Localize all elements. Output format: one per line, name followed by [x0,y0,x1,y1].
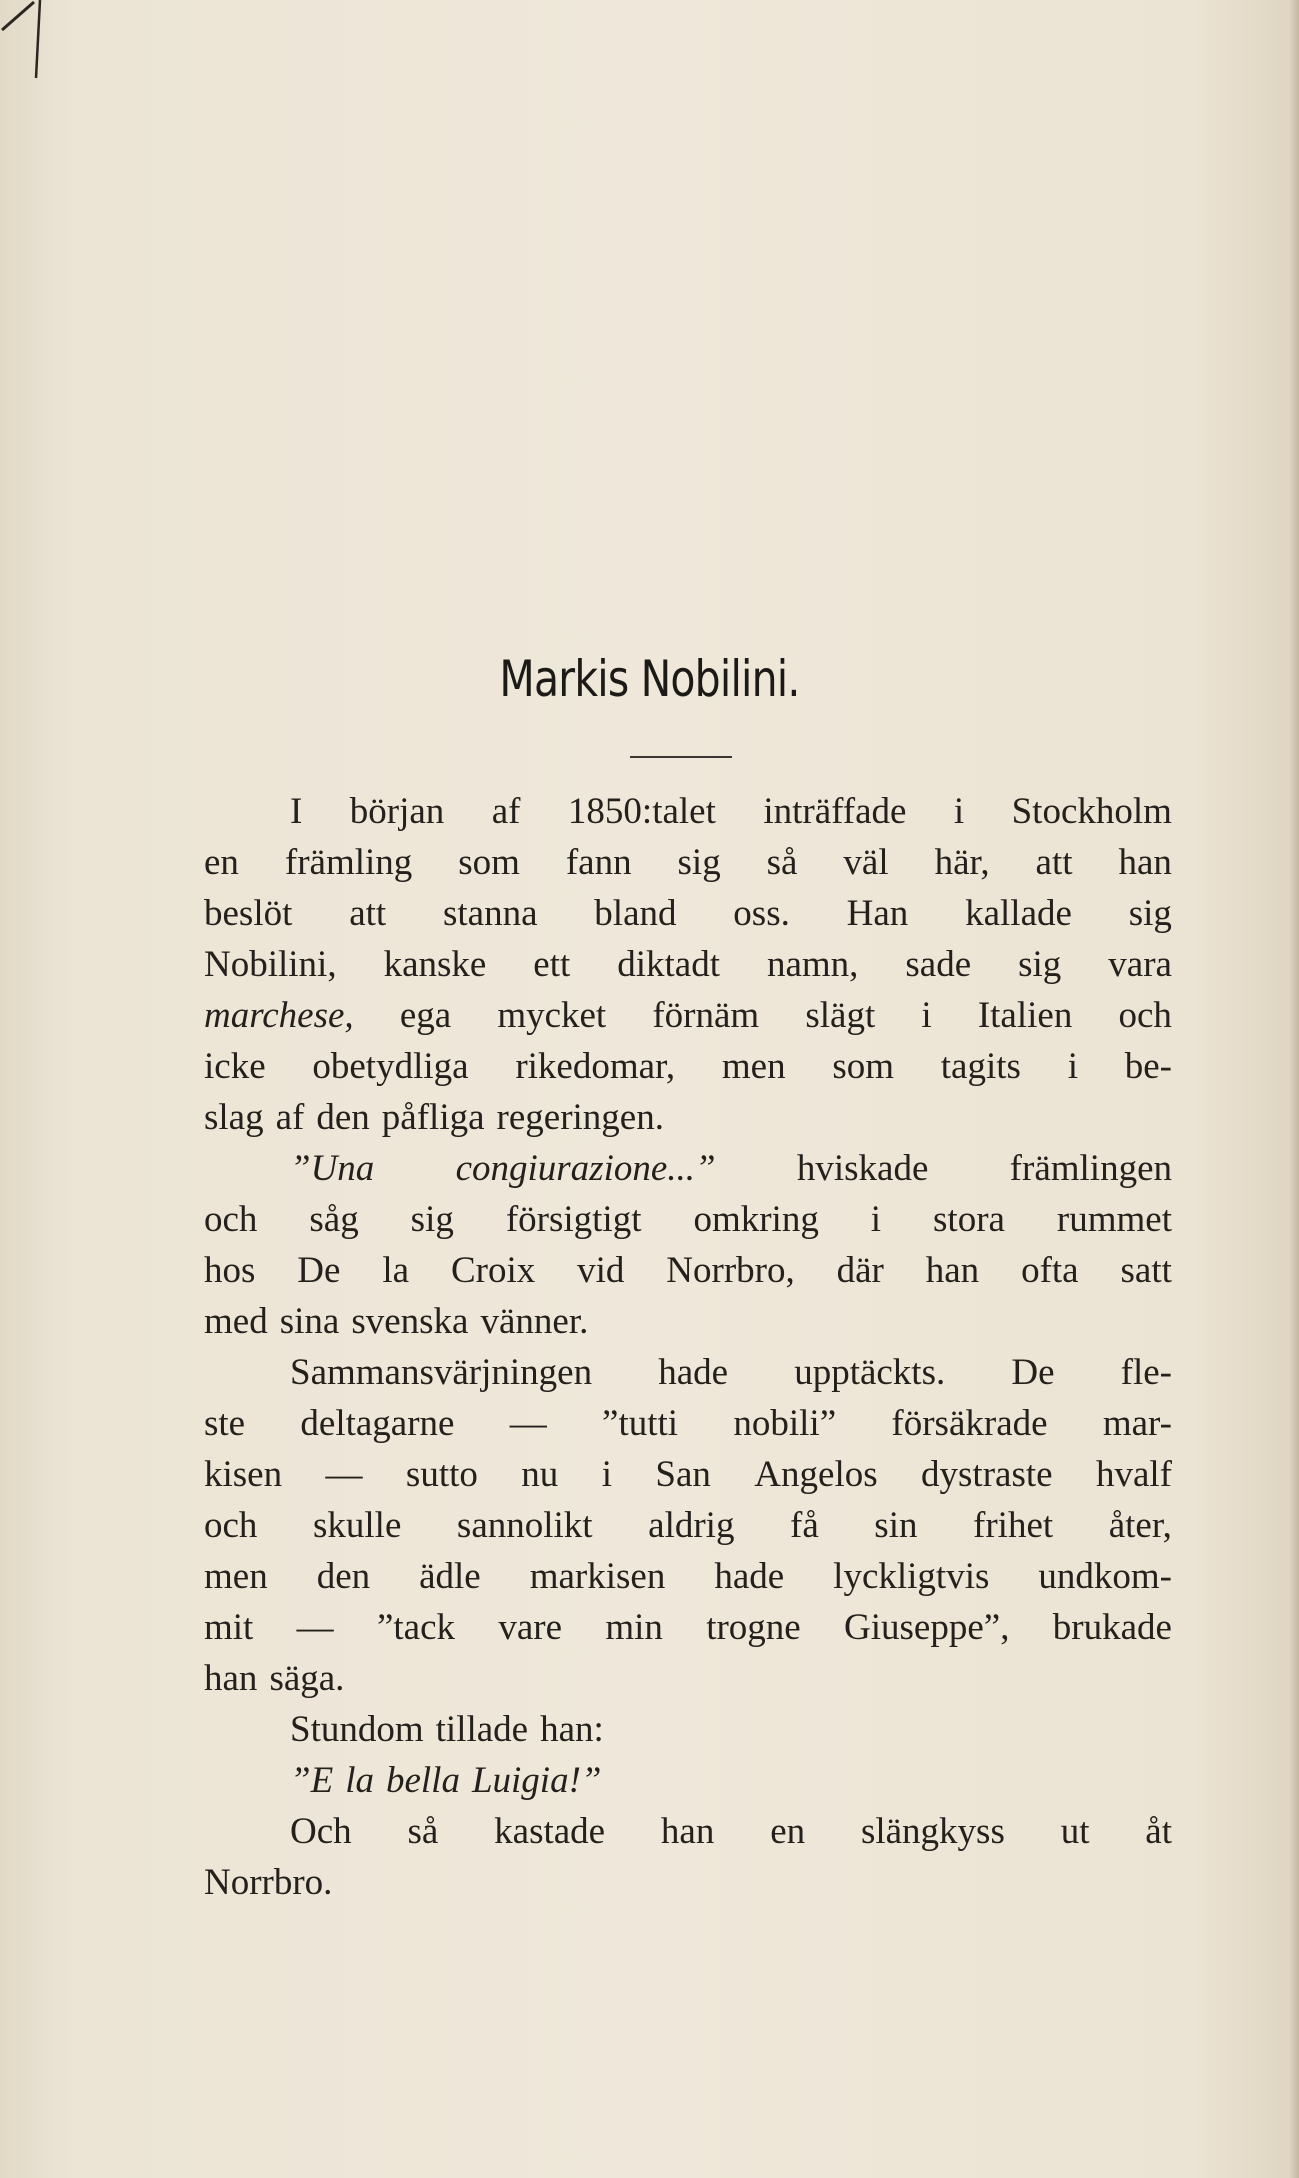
word: här, [934,842,990,883]
word: som [458,842,520,883]
text-line [204,1602,1172,1653]
word: sig [1128,893,1172,934]
word: hade [714,1556,785,1597]
word: sina [279,1301,340,1342]
text-line [204,1653,1172,1704]
word: af [275,1097,305,1138]
text-line [204,939,1172,990]
word: Och [290,1811,352,1852]
word: han [204,1658,258,1699]
word: säga. [269,1658,345,1699]
corner-pencil-mark [0,0,60,80]
word: mycket [497,995,607,1036]
word: sig [677,842,721,883]
text-line [204,1398,1172,1449]
word: be- [1124,1046,1172,1087]
word: främlingen [1009,1148,1172,1189]
word: Stockholm [1011,791,1172,832]
word: vänner. [480,1301,589,1342]
text-line [204,1092,1172,1143]
word: beslöt [204,893,293,934]
word: Nobilini, [204,944,337,985]
text-line [204,1347,1172,1398]
word: sin [874,1505,918,1546]
word: vare [498,1607,562,1648]
word: slägt [805,995,876,1036]
word: försäkrade [891,1403,1048,1444]
word: — [509,1403,547,1444]
word: namn, [766,944,859,985]
text-line [204,1041,1172,1092]
word: slängkyss [860,1811,1005,1852]
word: han [660,1811,715,1852]
word: omkring [693,1199,819,1240]
word: fle- [1120,1352,1172,1393]
word: vara [1108,944,1172,985]
word: men [721,1046,786,1087]
word: trogne [706,1607,801,1648]
word: ”E [290,1760,334,1801]
word: la [345,1760,374,1801]
page-edge-shadow [1289,0,1299,2178]
word: stora [933,1199,1005,1240]
text-line [204,1755,1172,1806]
word: ofta [1021,1250,1079,1291]
word: stanna [442,893,538,934]
text-line [204,1296,1172,1347]
word: — [325,1454,363,1495]
word: en [770,1811,806,1852]
word: sig [410,1199,454,1240]
word: nu [521,1454,559,1495]
word: dystraste [921,1454,1053,1495]
word: undkom- [1038,1556,1172,1597]
word: att [349,893,387,934]
text-line [204,1194,1172,1245]
text-line [204,1857,1172,1908]
word: mit [204,1607,254,1648]
word: Giuseppe”, [844,1607,1010,1648]
word: congiurazione...” [455,1148,716,1189]
word: den [316,1556,371,1597]
word: ”tutti [602,1403,679,1444]
word: deltagarne [300,1403,455,1444]
word: upptäckts. [794,1352,946,1393]
word: ega [399,995,452,1036]
word: obetydliga [312,1046,469,1087]
word: så [407,1811,439,1852]
word: Han [846,893,909,934]
word: förnäm [652,995,760,1036]
word: hos [204,1250,256,1291]
word: sannolikt [456,1505,593,1546]
text-line [204,786,1172,837]
text-line [204,837,1172,888]
word: bella [385,1760,460,1801]
word: min [605,1607,663,1648]
word: regeringen. [496,1097,664,1138]
word: I [290,791,303,832]
word: en [204,842,239,883]
word: försigtigt [505,1199,642,1240]
word: tagits [940,1046,1021,1087]
word: ädle [419,1556,481,1597]
word: Norrbro, [666,1250,795,1291]
word: och [204,1199,258,1240]
word: påfliga [381,1097,485,1138]
word: början [349,791,445,832]
word: och [204,1505,258,1546]
word: han [925,1250,980,1291]
word: kallade [965,893,1072,934]
word: ste [204,1403,246,1444]
text-line [204,888,1172,939]
word: Sammansvärjningen [290,1352,593,1393]
word: sade [905,944,972,985]
text-line [204,1245,1172,1296]
word: Italien [977,995,1073,1036]
text-line [204,1704,1172,1755]
word: De [297,1250,341,1291]
word: skulle [312,1505,402,1546]
text-line [204,990,1172,1041]
word: Croix [450,1250,536,1291]
word: hviskade [796,1148,929,1189]
word: — [296,1607,334,1648]
word: där [836,1250,884,1291]
word: med [204,1301,268,1342]
word: 1850:talet [567,791,716,832]
chapter-title: Markis Nobilini. [499,650,800,708]
word: så [766,842,798,883]
text-line [204,1143,1172,1194]
word: icke [204,1046,266,1087]
word: slag [204,1097,264,1138]
word: som [832,1046,895,1087]
word: i [921,995,932,1036]
word: åter, [1108,1505,1172,1546]
word: tillade [435,1709,529,1750]
word: mar- [1102,1403,1172,1444]
word: Luigia!” [471,1760,602,1801]
word: ett [533,944,571,985]
word: sig [1018,944,1062,985]
word: diktadt [617,944,720,985]
word: och [1118,995,1172,1036]
title-divider [630,756,732,758]
word: kisen [204,1454,283,1495]
word: Stundom [290,1709,424,1750]
word: väl [843,842,889,883]
word: satt [1120,1250,1172,1291]
word: i [1067,1046,1078,1087]
word: den [316,1097,370,1138]
text-line [204,1449,1172,1500]
word: brukade [1052,1607,1172,1648]
word: De [1011,1352,1055,1393]
word: ut [1060,1811,1090,1852]
word: främling [284,842,413,883]
word: åt [1145,1811,1172,1852]
word: aldrig [648,1505,735,1546]
word: inträffade [763,791,907,832]
word: att [1035,842,1073,883]
text-line [204,1500,1172,1551]
word: fann [565,842,632,883]
word: af [491,791,521,832]
word: markisen [529,1556,666,1597]
word: hade [658,1352,729,1393]
word: kastade [494,1811,606,1852]
word: frihet [973,1505,1054,1546]
word: ”tack [376,1607,456,1648]
word: i [601,1454,612,1495]
word: ”Una [290,1148,375,1189]
word: San [655,1454,711,1495]
word: hvalf [1095,1454,1172,1495]
word: vid [577,1250,625,1291]
word: Angelos [754,1454,878,1495]
word: oss. [733,893,790,934]
word: lyckligtvis [833,1556,990,1597]
word: i [870,1199,882,1240]
text-line [204,1551,1172,1602]
word: rummet [1056,1199,1172,1240]
word: la [382,1250,410,1291]
word: kanske [383,944,487,985]
word: Norrbro. [204,1862,333,1903]
word: svenska [351,1301,469,1342]
word: han [1118,842,1172,883]
word: marchese, [204,995,354,1036]
body-text [204,786,1172,1908]
word: nobili” [733,1403,837,1444]
word: rikedomar, [515,1046,676,1087]
word: bland [594,893,677,934]
word: han: [540,1709,604,1750]
word: få [790,1505,819,1546]
word: i [953,791,965,832]
word: sutto [405,1454,478,1495]
text-line [204,1806,1172,1857]
word: såg [309,1199,359,1240]
word: men [204,1556,268,1597]
